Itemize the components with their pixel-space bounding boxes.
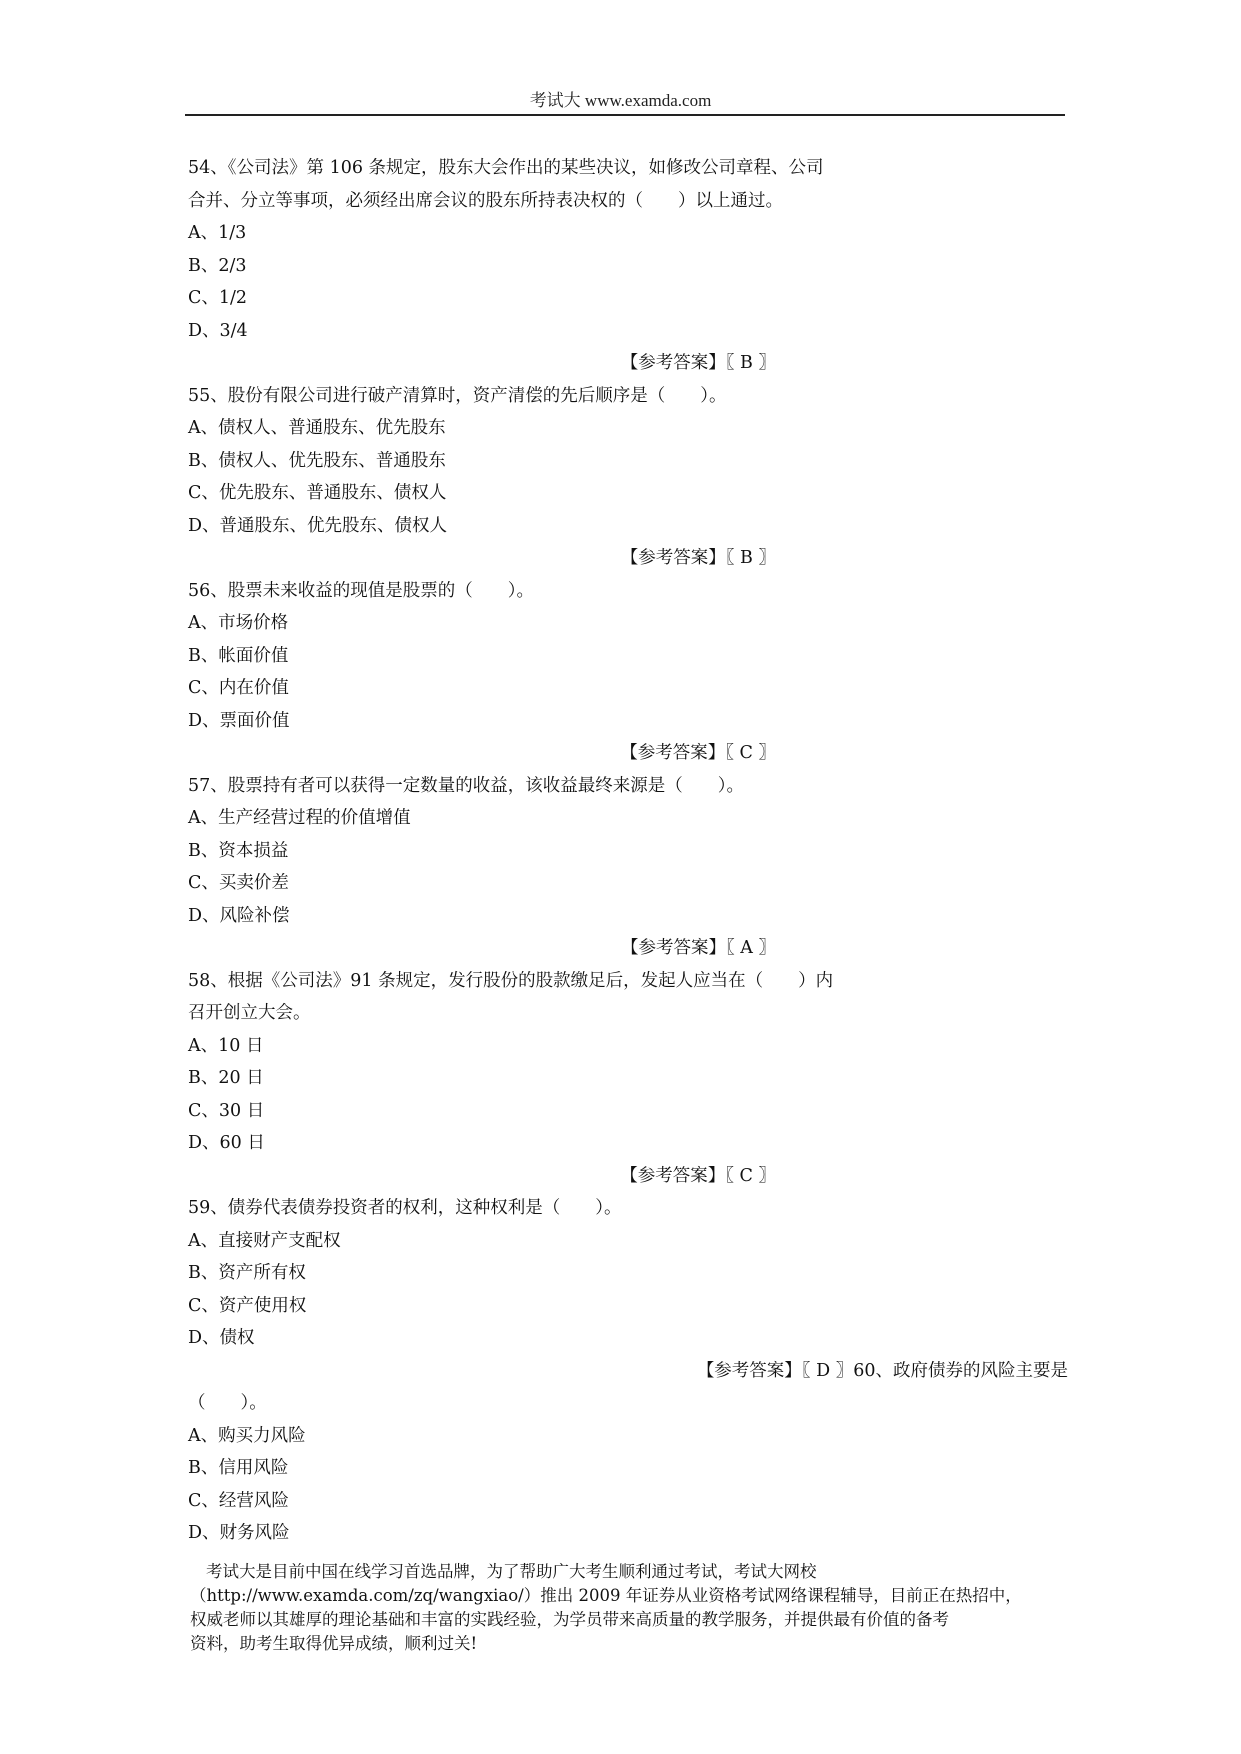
question-text: 59、债券代表债券投资者的权利，这种权利是（ ）。 bbox=[188, 1198, 622, 1218]
option: C、30 日 bbox=[188, 1100, 265, 1121]
option: A、购买力风险 bbox=[188, 1425, 306, 1446]
option: B、资产所有权 bbox=[188, 1263, 306, 1283]
question-text: 召开创立大会。 bbox=[188, 1003, 311, 1023]
answer-key: 【参考答案】〖 B 〗 bbox=[620, 353, 776, 373]
option: C、买卖价差 bbox=[188, 873, 289, 893]
option: D、债权 bbox=[188, 1328, 255, 1348]
option: B、债权人、优先股东、普通股东 bbox=[188, 450, 446, 471]
option: D、普通股东、优先股东、债权人 bbox=[188, 515, 448, 536]
question-text: 合并、分立等事项，必须经出席会议的股东所持表决权的（ ）以上通过。 bbox=[188, 190, 783, 211]
answer-key: 【参考答案】〖 B 〗 bbox=[620, 548, 776, 568]
option: D、票面价值 bbox=[188, 710, 290, 731]
option: A、直接财产支配权 bbox=[188, 1230, 341, 1251]
option: B、资本损益 bbox=[188, 840, 289, 861]
option: B、帐面价值 bbox=[188, 645, 289, 666]
footer-line: 考试大是目前中国在线学习首选品牌，为了帮助广大考生顺利通过考试，考试大网校 bbox=[206, 1562, 817, 1581]
option: C、优先股东、普通股东、债权人 bbox=[188, 483, 447, 503]
question-text: 54、《公司法》第 106 条规定，股东大会作出的某些决议，如修改公司章程、公司 bbox=[188, 158, 824, 178]
answer-key: 【参考答案】〖 C 〗 bbox=[620, 743, 776, 763]
footer-line: 权威老师以其雄厚的理论基础和丰富的实践经验，为学员带来高质量的教学服务，并提供最有价值的备考 bbox=[190, 1610, 949, 1629]
answer-key: 【参考答案】〖 D 〗60、政府债券的风险主要是 bbox=[696, 1360, 1068, 1381]
option: D、财务风险 bbox=[188, 1523, 290, 1543]
option: A、1/3 bbox=[188, 223, 247, 243]
option: D、风险补偿 bbox=[188, 905, 290, 926]
answer-key: 【参考答案】〖 A 〗 bbox=[620, 938, 776, 958]
question-text: 55、股份有限公司进行破产清算时，资产清偿的先后顺序是（ ）。 bbox=[188, 385, 727, 406]
option: A、市场价格 bbox=[188, 613, 289, 633]
header-rule bbox=[185, 114, 1065, 116]
option: A、10 日 bbox=[188, 1035, 264, 1056]
option: C、1/2 bbox=[188, 288, 248, 308]
option: B、2/3 bbox=[188, 255, 247, 276]
option: B、20 日 bbox=[188, 1068, 264, 1088]
question-text: 57、股票持有者可以获得一定数量的收益，该收益最终来源是（ ）。 bbox=[188, 775, 745, 796]
question-text: （ ）。 bbox=[188, 1393, 267, 1413]
option: B、信用风险 bbox=[188, 1458, 289, 1478]
option: C、经营风险 bbox=[188, 1490, 289, 1511]
question-text: 58、根据《公司法》91 条规定，发行股份的股款缴足后，发起人应当在（ ）内 bbox=[188, 970, 834, 991]
footer-line: （http://www.examda.com/zq/wangxiao/）推出 2009 年证券从业资格考试网络课程辅导，目前正在热招中， bbox=[190, 1586, 1022, 1605]
option: A、生产经营过程的价值增值 bbox=[188, 808, 411, 828]
option: D、3/4 bbox=[188, 320, 248, 341]
answer-key: 【参考答案】〖 C 〗 bbox=[620, 1165, 776, 1186]
page-header: 考试大 www.examda.com bbox=[529, 91, 712, 110]
option: D、60 日 bbox=[188, 1133, 265, 1153]
option: A、债权人、普通股东、优先股东 bbox=[188, 418, 446, 438]
option: C、资产使用权 bbox=[188, 1295, 307, 1316]
option: C、内在价值 bbox=[188, 678, 289, 698]
footer-line: 资料，助考生取得优异成绩，顺利过关! bbox=[190, 1634, 478, 1653]
question-text: 56、股票未来收益的现值是股票的（ ）。 bbox=[188, 580, 535, 601]
question-list bbox=[188, 152, 1068, 1550]
promo-footer bbox=[190, 1560, 1070, 1656]
